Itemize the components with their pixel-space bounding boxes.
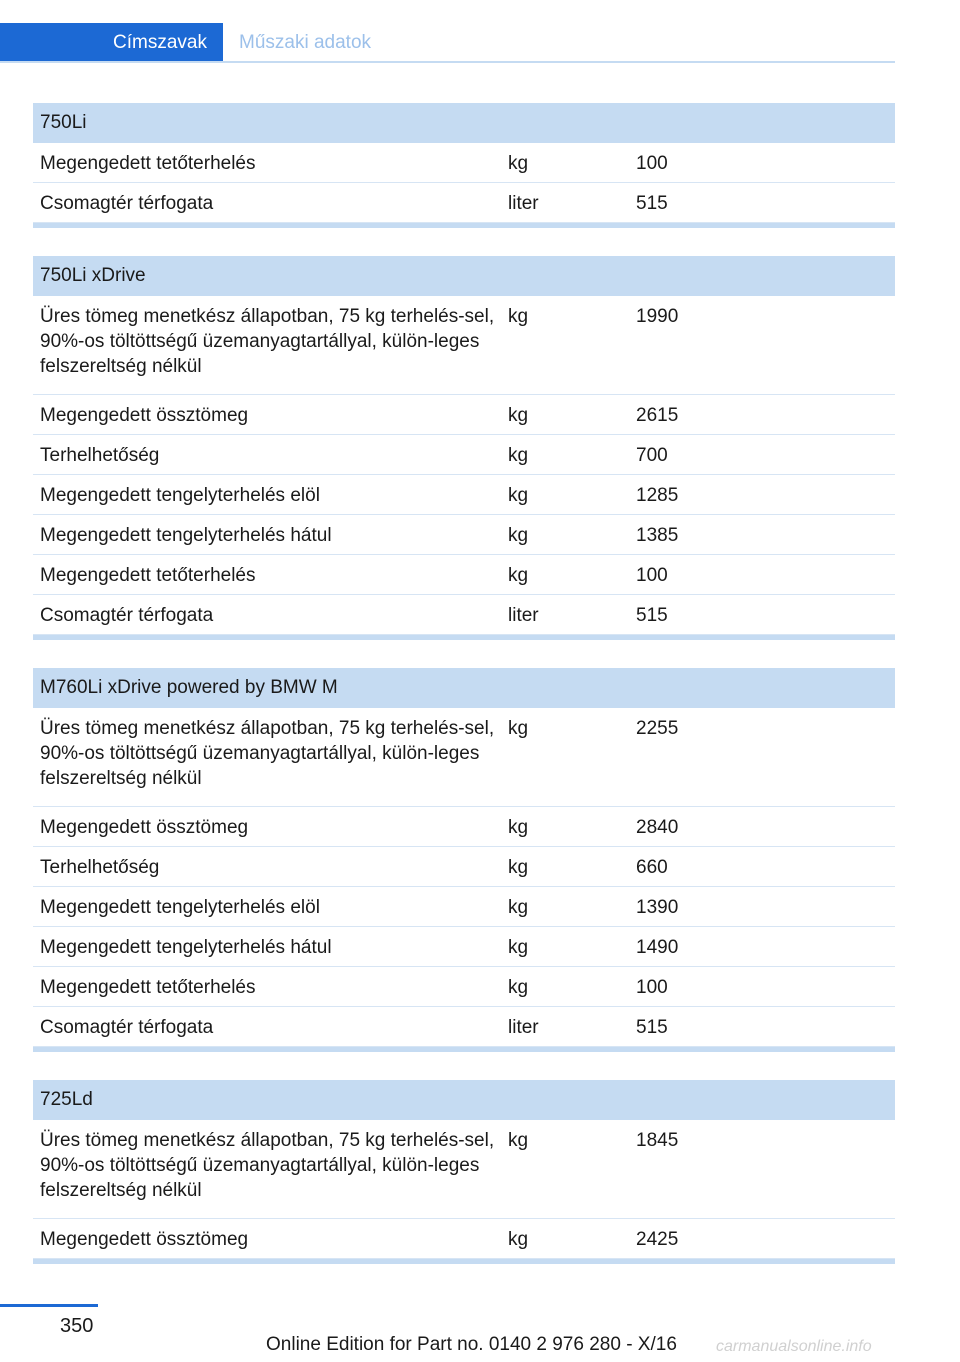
table-row <box>33 555 895 595</box>
row-value: 100 <box>636 153 668 174</box>
row-unit: liter <box>508 605 539 626</box>
table-row <box>33 395 895 435</box>
table-row <box>33 847 895 887</box>
table-row <box>33 435 895 475</box>
header-tabs <box>0 23 895 63</box>
table-row <box>33 807 895 847</box>
row-value: 515 <box>636 605 668 626</box>
row-label: Terhelhetőség <box>40 857 160 878</box>
row-value: 1285 <box>636 485 679 506</box>
row-value: 2425 <box>636 1229 679 1250</box>
row-value: 2255 <box>636 718 679 739</box>
table-model-header: 750Li <box>33 103 895 143</box>
row-unit: kg <box>508 937 529 958</box>
row-label: Üres tömeg menetkész állapotban, 75 kg terhelés-sel, 90%-os töltöttségű üzemanyagtartállyal, külön-leges felszereltség nélkül <box>40 1130 495 1201</box>
row-unit: kg <box>508 565 529 586</box>
table-row <box>33 1219 895 1259</box>
table-row <box>33 475 895 515</box>
row-unit: kg <box>508 1229 529 1250</box>
table-row <box>33 595 895 635</box>
row-unit: kg <box>508 857 529 878</box>
spec-tables <box>33 103 895 1292</box>
tab-cimszavak[interactable]: Címszavak <box>0 23 223 63</box>
row-unit: kg <box>508 525 529 546</box>
row-unit: kg <box>508 405 529 426</box>
row-label: Megengedett tengelyterhelés hátul <box>40 525 332 546</box>
row-label: Üres tömeg menetkész állapotban, 75 kg terhelés-sel, 90%-os töltöttségű üzemanyagtartállyal, külön-leges felszereltség nélkül <box>40 718 495 789</box>
row-label: Csomagtér térfogata <box>40 605 214 626</box>
header-divider <box>0 61 895 63</box>
table-end-bar <box>33 1259 895 1264</box>
row-unit: kg <box>508 153 529 174</box>
row-label: Üres tömeg menetkész állapotban, 75 kg terhelés-sel, 90%-os töltöttségű üzemanyagtartállyal, külön-leges felszereltség nélkül <box>40 306 495 377</box>
row-label: Megengedett össztömeg <box>40 817 249 838</box>
spec-table <box>33 256 895 640</box>
table-row <box>33 183 895 223</box>
row-label: Megengedett tengelyterhelés elöl <box>40 485 320 506</box>
row-label: Megengedett össztömeg <box>40 405 249 426</box>
table-row <box>33 887 895 927</box>
table-end-bar <box>33 1047 895 1052</box>
row-unit: liter <box>508 193 539 214</box>
row-value: 100 <box>636 565 668 586</box>
row-value: 2615 <box>636 405 679 426</box>
row-label: Terhelhetőség <box>40 445 160 466</box>
row-unit: kg <box>508 897 529 918</box>
row-value: 1845 <box>636 1130 679 1151</box>
table-model-header: 725Ld <box>33 1080 895 1120</box>
row-value: 515 <box>636 1017 668 1038</box>
row-value: 700 <box>636 445 668 466</box>
edition-info: Online Edition for Part no. 0140 2 976 280 - X/16 <box>266 1334 677 1355</box>
row-label: Csomagtér térfogata <box>40 193 214 214</box>
row-label: Megengedett össztömeg <box>40 1229 249 1250</box>
row-unit: kg <box>508 977 529 998</box>
table-row <box>33 1007 895 1047</box>
spec-table <box>33 1080 895 1264</box>
row-label: Megengedett tetőterhelés <box>40 977 256 998</box>
row-label: Megengedett tetőterhelés <box>40 153 256 174</box>
table-row <box>33 927 895 967</box>
row-label: Megengedett tetőterhelés <box>40 565 256 586</box>
row-unit: kg <box>508 817 529 838</box>
table-row <box>33 1120 895 1219</box>
table-row <box>33 515 895 555</box>
row-label: Megengedett tengelyterhelés hátul <box>40 937 332 958</box>
row-value: 660 <box>636 857 668 878</box>
table-row <box>33 708 895 807</box>
page-number: 350 <box>60 1315 94 1337</box>
table-model-header: 750Li xDrive <box>33 256 895 296</box>
table-row <box>33 296 895 395</box>
row-unit: kg <box>508 485 529 506</box>
table-row <box>33 143 895 183</box>
row-value: 2840 <box>636 817 679 838</box>
table-end-bar <box>33 223 895 228</box>
row-unit: kg <box>508 1130 529 1151</box>
table-model-header: M760Li xDrive powered by BMW M <box>33 668 895 708</box>
spec-table <box>33 103 895 228</box>
spec-table <box>33 668 895 1052</box>
row-value: 1385 <box>636 525 679 546</box>
row-value: 100 <box>636 977 668 998</box>
row-unit: kg <box>508 718 529 739</box>
row-value: 1390 <box>636 897 679 918</box>
row-value: 515 <box>636 193 668 214</box>
row-unit: liter <box>508 1017 539 1038</box>
row-unit: kg <box>508 306 529 327</box>
row-value: 1990 <box>636 306 679 327</box>
row-value: 1490 <box>636 937 679 958</box>
row-unit: kg <box>508 445 529 466</box>
row-label: Megengedett tengelyterhelés elöl <box>40 897 320 918</box>
page-number-bar <box>0 1304 98 1307</box>
table-end-bar <box>33 635 895 640</box>
watermark: carmanualsonline.info <box>716 1338 872 1355</box>
table-row <box>33 967 895 1007</box>
tab-muszaki-adatok[interactable]: Műszaki adatok <box>239 32 372 53</box>
row-label: Csomagtér térfogata <box>40 1017 214 1038</box>
